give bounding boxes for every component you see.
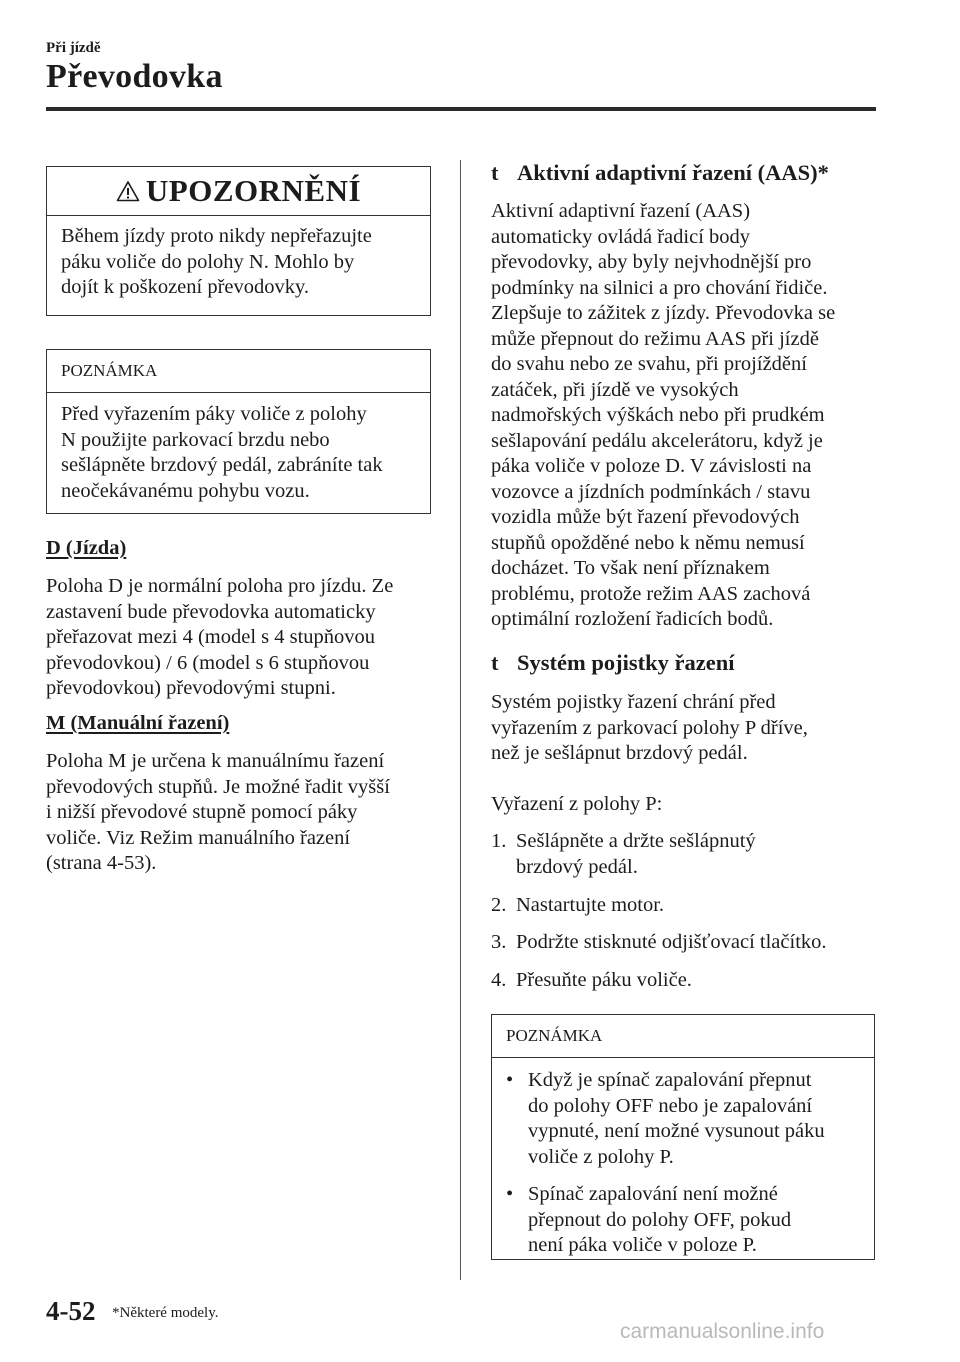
step-number: 2. bbox=[491, 894, 507, 916]
text-line: neočekávanému pohybu vozu. bbox=[61, 479, 310, 502]
text-line: N použijte parkovací brzdu nebo bbox=[61, 428, 330, 451]
note-box bbox=[46, 349, 431, 514]
text-line: než je sešlápnut brzdový pedál. bbox=[491, 742, 748, 764]
text-line: Aktivní adaptivní řazení (AAS) bbox=[491, 200, 751, 222]
text-line: Přesuňte páku voliče. bbox=[516, 969, 692, 991]
text-line: Poloha M je určena k manuálnímu řazení bbox=[46, 750, 385, 772]
text-line: dojít k poškození převodovky. bbox=[61, 276, 310, 298]
text-line: Sešlápněte a držte sešlápnutý bbox=[516, 830, 756, 852]
heading-marker: t bbox=[491, 160, 499, 185]
step-text bbox=[516, 829, 856, 880]
section-label: Při jízdě bbox=[46, 40, 101, 56]
caution-text bbox=[47, 216, 430, 301]
note-title: POZNÁMKA bbox=[492, 1015, 874, 1058]
text-line: přepnout do polohy OFF, pokud bbox=[528, 1208, 792, 1231]
shift-from-p-label: Vyřazení z polohy P: bbox=[491, 793, 663, 815]
aas-heading-text: Aktivní adaptivní řazení (AAS)* bbox=[517, 160, 829, 185]
text-line: nadmořských výškách nebo při prudkém bbox=[491, 404, 825, 426]
note-text bbox=[492, 1058, 874, 1259]
note-title: POZNÁMKA bbox=[47, 350, 430, 393]
text-line: Systém pojistky řazení chrání před bbox=[491, 691, 776, 713]
text-line: není páka voliče v poloze P. bbox=[528, 1234, 757, 1256]
caution-box bbox=[46, 166, 431, 316]
caution-title: UPOZORNĚNÍ bbox=[145, 173, 362, 208]
text-line: vozidla může být řazení převodových bbox=[491, 506, 800, 528]
text-line: voliče. Viz Režim manuálního řazení bbox=[46, 826, 351, 849]
text-line: převodovky, aby byly nejvhodnější pro bbox=[491, 251, 812, 273]
step-number: 3. bbox=[491, 931, 507, 953]
text-line: podmínky na silnici a pro chování řidiče. bbox=[491, 276, 828, 299]
text-line: přeřazovat mezi 4 (model s 4 stupňovou bbox=[46, 626, 376, 648]
shift-lock-heading-text: Systém pojistky řazení bbox=[517, 650, 735, 675]
step-text bbox=[516, 893, 856, 919]
list-item bbox=[506, 1182, 860, 1259]
text-line: převodových stupňů. Je možné řadit vyšší bbox=[46, 775, 390, 798]
text-line: Před vyřazením páky voliče z polohy bbox=[61, 403, 367, 425]
note-box bbox=[491, 1014, 875, 1260]
text-line: Spínač zapalování není možné bbox=[528, 1183, 778, 1205]
text-line: Během jízdy proto nikdy nepřeřazujte bbox=[61, 225, 372, 247]
list-item bbox=[506, 1068, 860, 1170]
text-line: převodovkou) / 6 (model s 6 stupňovou bbox=[46, 651, 370, 674]
text-line: docházet. To však není příznakem bbox=[491, 557, 770, 579]
bullet-icon: • bbox=[506, 1183, 514, 1205]
text-line: stupňů opožděné nebo k němu nemusí bbox=[491, 531, 805, 554]
warning-triangle-icon bbox=[116, 180, 140, 202]
step-text bbox=[516, 930, 856, 956]
caution-header bbox=[47, 167, 430, 216]
watermark: carmanualsonline.info bbox=[620, 1320, 825, 1343]
text-line: problému, protože režim AAS zachová bbox=[491, 582, 811, 605]
text-line: sešlápněte brzdový pedál, zabráníte tak bbox=[61, 454, 383, 476]
aas-heading bbox=[491, 160, 829, 186]
text-line: Zlepšuje to zážitek z jízdy. Převodovka se bbox=[491, 302, 836, 324]
heading-marker: t bbox=[491, 650, 499, 675]
text-line: Poloha D je normální poloha pro jízdu. Ze bbox=[46, 575, 394, 597]
text-line: zatáček, při jízdě ve vysokých bbox=[491, 378, 739, 401]
page-number: 4-52 bbox=[46, 1296, 96, 1326]
text-line: voliče z polohy P. bbox=[528, 1145, 674, 1168]
text-line: může přepnout do režimu AAS při jízdě bbox=[491, 327, 819, 350]
text-line: automaticky ovládá řadicí body bbox=[491, 225, 751, 248]
text-line: do svahu nebo ze svahu, při projíždění bbox=[491, 353, 807, 375]
text-line: vozovce a jízdních podmínkách / stavu bbox=[491, 480, 811, 503]
text-line: zastavení bude převodovka automaticky bbox=[46, 600, 376, 623]
text-line: vypnuté, není možné vysunout páku bbox=[528, 1120, 825, 1142]
text-line: i nižší převodové stupně pomocí páky bbox=[46, 801, 358, 823]
aas-paragraph bbox=[491, 199, 881, 633]
text-line: vyřazením z parkovací polohy P dříve, bbox=[491, 716, 808, 739]
shift-lock-heading bbox=[491, 650, 735, 676]
step-number: 4. bbox=[491, 969, 507, 991]
text-line: páku voliče do polohy N. Mohlo by bbox=[61, 250, 355, 273]
column-divider bbox=[460, 160, 461, 1280]
bullet-icon: • bbox=[506, 1069, 514, 1091]
text-line: převodovkou) převodovými stupni. bbox=[46, 677, 336, 699]
text-line: optimální rozložení řadicích bodů. bbox=[491, 608, 774, 630]
text-line: sešlapování pedálu akcelerátoru, když je bbox=[491, 429, 823, 452]
chapter-title: Převodovka bbox=[46, 58, 223, 95]
drive-paragraph bbox=[46, 574, 446, 702]
footnote: *Některé modely. bbox=[112, 1305, 219, 1321]
header-rule bbox=[46, 107, 876, 111]
text-line: do polohy OFF nebo je zapalování bbox=[528, 1094, 813, 1117]
step-number: 1. bbox=[491, 830, 507, 852]
shift-lock-paragraph bbox=[491, 690, 881, 767]
text-line: Když je spínač zapalování přepnut bbox=[528, 1069, 812, 1091]
text-line: brzdový pedál. bbox=[516, 855, 638, 878]
text-line: páka voliče v poloze D. V závislosti na bbox=[491, 455, 812, 477]
text-line: Podržte stisknuté odjišťovací tlačítko. bbox=[516, 931, 827, 953]
note-text bbox=[47, 393, 430, 504]
drive-heading: D (Jízda) bbox=[46, 537, 127, 559]
manual-heading: M (Manuální řazení) bbox=[46, 712, 230, 734]
text-line: Nastartujte motor. bbox=[516, 894, 665, 916]
step-text bbox=[516, 968, 856, 994]
manual-paragraph bbox=[46, 749, 446, 877]
text-line: (strana 4-53). bbox=[46, 852, 157, 874]
